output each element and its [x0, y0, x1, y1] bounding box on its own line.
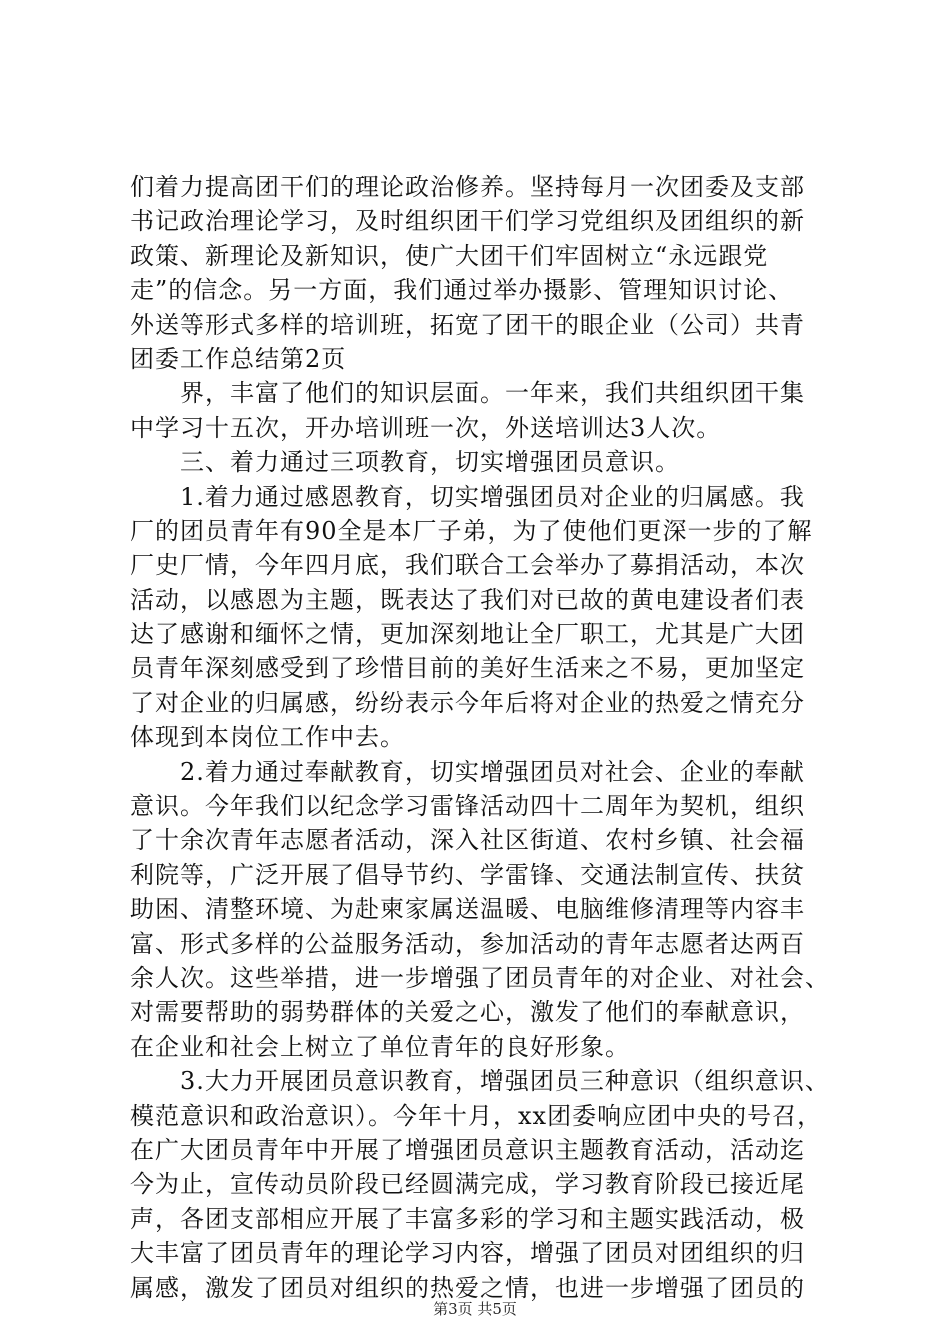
text-line: 1.着力通过感恩教育，切实增强团员对企业的归属感。我	[130, 482, 805, 511]
text-line: 团委工作总结第2页	[130, 344, 347, 373]
text-line: 达了感谢和缅怀之情，更加深刻地让全厂职工，尤其是广大团	[130, 620, 805, 649]
text-line: 们着力提高团干们的理论政治修养。坚持每月一次团委及支部	[130, 173, 805, 201]
text-line: 了十余次青年志愿者活动，深入社区街道、农村乡镇、社会福	[130, 826, 805, 855]
text-line: 对需要帮助的弱势群体的关爱之心，激发了他们的奉献意识，	[130, 998, 805, 1027]
text-line: 3.大力开展团员意识教育，增强团员三种意识（组织意识、	[130, 1067, 830, 1096]
text-line: 意识。今年我们以纪念学习雷锋活动四十二周年为契机，组织	[130, 792, 805, 821]
section-heading: 三、着力通过三项教育，切实增强团员意识。	[130, 448, 680, 477]
text-line: 中学习十五次，开办培训班一次，外送培训达3人次。	[130, 413, 722, 442]
page-number: 第3页 共5页	[433, 1300, 517, 1318]
text-line: 属感，激发了团员对组织的热爱之情，也进一步增强了团员的	[130, 1273, 805, 1302]
text-line: 政策、新理论及新知识，使广大团干们牢固树立“永远跟党	[130, 241, 769, 270]
text-line: 余人次。这些举措，进一步增强了团员青年的对企业、对社会、	[130, 963, 830, 992]
text-line: 今为止，宣传动员阶段已经圆满完成，学习教育阶段已接近尾	[130, 1170, 805, 1199]
text-line: 在企业和社会上树立了单位青年的良好形象。	[130, 1032, 630, 1061]
text-line: 厂史厂情，今年四月底，我们联合工会举办了募捐活动，本次	[130, 551, 805, 580]
body-text	[130, 170, 830, 1305]
text-line: 体现到本岗位工作中去。	[130, 723, 405, 752]
text-line: 助困、清整环境、为赴柬家属送温暖、电脑维修清理等内容丰	[130, 895, 805, 924]
text-line: 模范意识和政治意识）。今年十月，xx团委响应团中央的号召，	[130, 1101, 823, 1130]
text-line: 声，各团支部相应开展了丰富多彩的学习和主题实践活动，极	[130, 1204, 805, 1233]
text-line: 员青年深刻感受到了珍惜目前的美好生活来之不易，更加坚定	[130, 654, 805, 683]
text-line: 在广大团员青年中开展了增强团员意识主题教育活动，活动迄	[130, 1135, 805, 1164]
text-line: 利院等，广泛开展了倡导节约、学雷锋、交通法制宣传、扶贫	[130, 860, 805, 889]
text-line: 厂的团员青年有90全是本厂子弟，为了使他们更深一步的了解	[130, 516, 813, 545]
text-line: 界，丰富了他们的知识层面。一年来，我们共组织团干集	[130, 379, 805, 408]
text-line: 书记政治理论学习，及时组织团干们学习党组织及团组织的新	[130, 207, 805, 236]
text-line: 大丰富了团员青年的理论学习内容，增强了团员对团组织的归	[130, 1239, 805, 1268]
text-line: 2.着力通过奉献教育，切实增强团员对社会、企业的奉献	[130, 757, 805, 786]
text-line: 富、形式多样的公益服务活动，参加活动的青年志愿者达两百	[130, 929, 805, 958]
text-line: 外送等形式多样的培训班，拓宽了团干的眼企业（公司）共青	[130, 310, 805, 339]
text-line: 走”的信念。另一方面，我们通过举办摄影、管理知识讨论、	[130, 276, 794, 305]
text-line: 活动，以感恩为主题，既表达了我们对已故的黄电建设者们表	[130, 585, 805, 614]
text-line: 了对企业的归属感，纷纷表示今年后将对企业的热爱之情充分	[130, 688, 805, 717]
